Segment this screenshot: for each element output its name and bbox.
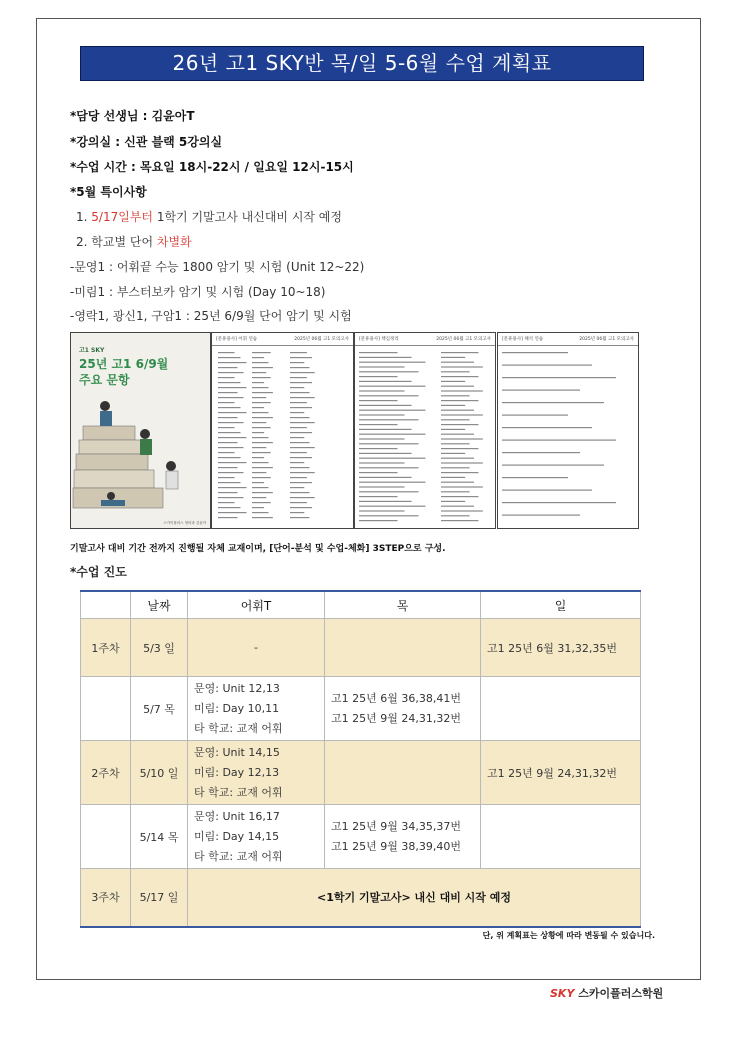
text-line-mark [290, 457, 312, 458]
text-line-mark [218, 382, 241, 383]
text-line-mark [290, 467, 310, 468]
teacher-line: *담당 선생님 : 김윤아T [70, 109, 195, 123]
text-line-mark [252, 362, 269, 363]
text-line-mark [218, 417, 238, 418]
text-line-mark [441, 429, 465, 430]
text-line-mark [290, 357, 312, 358]
week-cell [81, 677, 131, 741]
text-line-mark [502, 477, 568, 478]
text-line-mark [290, 352, 307, 353]
text-line-mark [218, 512, 247, 513]
text-line-mark [252, 422, 266, 423]
sunday-cell [481, 805, 641, 869]
sunday-cell [481, 677, 641, 741]
text-line-mark [290, 427, 307, 428]
text-line-mark [441, 486, 483, 487]
text-line-mark [441, 424, 478, 425]
text-line-mark [359, 424, 398, 425]
key-summary-thumbnail [354, 332, 496, 529]
vocab-line: 미림: Day 14,15 [194, 829, 280, 843]
header-week [81, 591, 131, 619]
text-line-mark [359, 395, 419, 396]
text-line-mark [218, 457, 241, 458]
text-line-mark [441, 362, 474, 363]
text-line-mark [502, 390, 580, 391]
text-line-mark [218, 437, 247, 438]
week-cell: 3주차 [81, 869, 131, 927]
text-line-mark [218, 362, 247, 363]
text-line-mark [218, 447, 244, 448]
special-heading: *5월 특이사항 [70, 185, 147, 199]
translation-practice-header [498, 333, 638, 346]
text-line-mark [359, 405, 412, 406]
text-line-mark [502, 452, 580, 453]
text-line-mark [441, 405, 465, 406]
text-line-mark [359, 453, 412, 454]
text-line-mark [218, 402, 235, 403]
thursday-cell [325, 805, 481, 869]
key-summary-exam: 2025년 06월 고1 모의고사 [436, 337, 491, 342]
text-line-mark [441, 419, 470, 420]
text-line-mark [252, 507, 264, 508]
text-line-mark [359, 491, 419, 492]
vocab-cell [188, 805, 325, 869]
text-line-mark [359, 429, 412, 430]
text-line-mark [441, 410, 474, 411]
text-line-mark [359, 376, 398, 377]
text-line-mark [502, 515, 580, 516]
page-title: 26년 고1 SKY반 목/일 5-6월 수업 계획표 [80, 46, 644, 81]
text-line-mark [441, 467, 470, 468]
cover-footer: 스카이플러스 영어과 김윤아 [163, 521, 206, 525]
text-line-mark [441, 448, 478, 449]
translation-practice-exam: 2025년 06월 고1 모의고사 [579, 337, 634, 342]
text-line-mark [502, 490, 592, 491]
text-line-mark [252, 492, 273, 493]
text-line-mark [359, 386, 426, 387]
text-line-mark [218, 467, 238, 468]
header-thursday: 목 [325, 591, 481, 619]
vocab-line: 타 학교: 교재 어휘 [194, 721, 283, 735]
text-line-mark [290, 432, 312, 433]
week-cell: 1주차 [81, 619, 131, 677]
text-line-mark [290, 377, 307, 378]
text-line-mark [441, 458, 474, 459]
date-cell: 5/7 목 [131, 677, 188, 741]
date-cell: 5/17 일 [131, 869, 188, 927]
text-line-mark [218, 432, 241, 433]
logo-mark: SKY [550, 987, 575, 1000]
text-line-mark [441, 472, 478, 473]
text-line-mark [359, 434, 426, 435]
text-line-mark [359, 414, 405, 415]
text-line-mark [252, 457, 264, 458]
key-summary-title: [문휴용사] 핵심정리 [359, 337, 399, 342]
text-line-mark [359, 352, 398, 353]
text-line-mark [252, 367, 273, 368]
text-line-mark [359, 482, 426, 483]
text-line-mark [218, 427, 235, 428]
text-line-mark [359, 462, 405, 463]
text-line-mark [502, 440, 616, 441]
text-line-mark [290, 497, 315, 498]
text-line-mark [252, 377, 271, 378]
vocab-line: - [254, 640, 258, 654]
text-line-mark [290, 472, 315, 473]
text-line-mark [502, 415, 568, 416]
text-line-mark [252, 497, 266, 498]
school-line-2: -미림1 : 부스터보카 암기 및 시험 (Day 10~18) [70, 285, 326, 299]
cover-line-1: 고1 SKY [79, 347, 105, 354]
text-line-mark [359, 419, 419, 420]
sunday-cell: 고1 25년 6월 31,32,35번 [481, 619, 641, 677]
special-item-2-highlight: 차별화 [156, 235, 192, 249]
vocab-practice-thumbnail [211, 332, 354, 529]
table-row [81, 677, 641, 741]
text-line-mark [359, 501, 412, 502]
text-line-mark [359, 448, 398, 449]
text-line-mark [441, 453, 465, 454]
text-line-mark [218, 357, 241, 358]
vocab-line: 미림: Day 12,13 [194, 765, 280, 779]
text-line-mark [252, 452, 271, 453]
text-line-mark [252, 487, 269, 488]
text-line-mark [218, 397, 244, 398]
text-line-mark [441, 390, 483, 391]
text-line-mark [252, 412, 269, 413]
text-line-mark [252, 442, 273, 443]
text-line-mark [218, 452, 235, 453]
text-line-mark [290, 397, 315, 398]
school-line-3: -영락1, 광신1, 구암1 : 25년 6/9월 단어 암기 및 시험 [70, 309, 352, 323]
week-cell: 2주차 [81, 741, 131, 805]
text-line-mark [359, 458, 426, 459]
text-line-mark [441, 352, 478, 353]
text-line-mark [218, 422, 244, 423]
thursday-line: 고1 25년 9월 34,35,37번 [331, 819, 461, 833]
text-line-mark [359, 472, 398, 473]
text-line-mark [359, 443, 419, 444]
text-line-mark [218, 412, 247, 413]
text-line-mark [359, 510, 405, 511]
text-line-mark [290, 362, 304, 363]
text-line-mark [290, 507, 312, 508]
text-line-mark [252, 372, 266, 373]
exam-prep-notice: <1학기 기말고사> 내신 대비 시작 예정 [188, 869, 641, 927]
vocab-line: 문영: Unit 16,17 [194, 809, 280, 823]
text-line-mark [290, 492, 310, 493]
table-row [81, 741, 641, 805]
text-line-mark [290, 477, 307, 478]
text-line-mark [441, 443, 470, 444]
schedule-header-row [81, 591, 641, 619]
text-line-mark [441, 357, 465, 358]
special-item-1-prefix: 1. [76, 210, 92, 224]
text-line-mark [290, 372, 315, 373]
text-line-mark [441, 371, 470, 372]
book-stack-illustration [71, 388, 210, 518]
textbook-note: 기말고사 대비 기간 전까지 진행될 자체 교재이며, [단어-분석 및 수업-체화] 3STEP으로 구성. [70, 544, 446, 554]
date-cell: 5/14 목 [131, 805, 188, 869]
thursday-cell [325, 741, 481, 805]
text-line-mark [441, 434, 474, 435]
text-line-mark [252, 447, 266, 448]
text-line-mark [359, 486, 405, 487]
text-line-mark [252, 352, 271, 353]
text-line-mark [218, 407, 241, 408]
date-cell: 5/3 일 [131, 619, 188, 677]
text-line-mark [502, 427, 592, 428]
text-line-mark [252, 467, 273, 468]
text-line-mark [290, 462, 304, 463]
vocab-practice-exam: 2025년 06월 고1 모의고사 [294, 337, 349, 342]
text-line-mark [359, 357, 412, 358]
text-line-mark [290, 447, 315, 448]
text-line-mark [359, 477, 412, 478]
text-line-mark [441, 506, 474, 507]
text-line-mark [252, 357, 264, 358]
text-line-mark [290, 442, 310, 443]
text-line-mark [290, 382, 312, 383]
room-line: *강의실 : 신관 블랙 5강의실 [70, 135, 223, 149]
text-line-mark [218, 442, 238, 443]
text-line-mark [252, 472, 266, 473]
text-line-mark [252, 512, 269, 513]
text-line-mark [290, 517, 310, 518]
text-line-mark [502, 402, 604, 403]
text-line-mark [252, 482, 264, 483]
vocab-line: 문영: Unit 12,13 [194, 681, 280, 695]
text-line-mark [359, 520, 398, 521]
table-row [81, 805, 641, 869]
translation-lines [498, 346, 638, 526]
text-line-mark [502, 502, 616, 503]
text-line-mark [441, 438, 483, 439]
vocab-cell [188, 677, 325, 741]
text-line-mark [218, 387, 247, 388]
text-line-mark [441, 515, 470, 516]
text-line-mark [252, 462, 269, 463]
text-line-mark [218, 477, 235, 478]
thursday-cell [325, 677, 481, 741]
logo-name: 스카이플러스학원 [578, 987, 664, 1000]
text-line-mark [252, 432, 264, 433]
text-line-mark [218, 507, 241, 508]
text-line-mark [290, 417, 310, 418]
text-line-mark [218, 497, 244, 498]
vocab-line: 문영: Unit 14,15 [194, 745, 280, 759]
text-line-mark [218, 502, 235, 503]
text-line-mark [441, 491, 470, 492]
text-line-mark [359, 390, 405, 391]
disclaimer: 단, 위 계획표는 상황에 따라 변동될 수 있습니다. [482, 931, 655, 940]
text-line-mark [359, 438, 405, 439]
school-line-1: -문영1 : 어휘끝 수능 1800 암기 및 시험 (Unit 12~22) [70, 260, 365, 274]
translation-practice-title: [문휴용사] 해석 연습 [502, 337, 544, 342]
week-cell [81, 805, 131, 869]
text-line-mark [290, 512, 304, 513]
text-line-mark [252, 407, 264, 408]
text-line-mark [252, 382, 264, 383]
text-line-mark [218, 367, 238, 368]
text-line-mark [441, 496, 478, 497]
text-line-mark [252, 437, 269, 438]
date-cell: 5/10 일 [131, 741, 188, 805]
time-line: *수업 시간 : 목요일 18시-22시 / 일요일 12시-15시 [70, 160, 354, 174]
text-line-mark [359, 381, 412, 382]
text-line-mark [252, 417, 273, 418]
text-line-mark [290, 422, 315, 423]
text-line-mark [359, 366, 405, 367]
text-line-mark [290, 392, 310, 393]
special-item-1-rest: 1학기 기말고사 내신대비 시작 예정 [153, 210, 342, 224]
schedule-table [80, 590, 641, 928]
header-sunday: 일 [481, 591, 641, 619]
text-line-mark [359, 506, 426, 507]
text-line-mark [290, 407, 312, 408]
text-line-mark [290, 402, 307, 403]
cover-line-2: 25년 고1 6/9월 [79, 357, 169, 371]
text-line-mark [290, 452, 307, 453]
vocab-cell [188, 741, 325, 805]
text-line-mark [359, 467, 419, 468]
text-line-mark [441, 482, 474, 483]
text-line-mark [441, 395, 470, 396]
thursday-line: 고1 25년 6월 36,38,41번 [331, 691, 461, 705]
key-summary-header [355, 333, 495, 346]
special-item-2-prefix: 2. 학교별 단어 [76, 235, 157, 249]
text-line-mark [252, 502, 271, 503]
special-item-2 [76, 233, 192, 250]
text-line-mark [359, 496, 398, 497]
text-line-mark [441, 400, 478, 401]
vocab-practice-header [212, 333, 353, 346]
annotated-text-lines [355, 346, 495, 526]
text-line-mark [441, 376, 478, 377]
thursday-line: 고1 25년 9월 38,39,40번 [331, 839, 461, 853]
text-line-mark [252, 392, 273, 393]
vocab-list-lines [212, 346, 353, 526]
text-line-mark [359, 400, 398, 401]
header-vocab: 어휘T [188, 591, 325, 619]
text-line-mark [218, 472, 244, 473]
text-line-mark [218, 377, 235, 378]
text-line-mark [441, 386, 474, 387]
text-line-mark [441, 462, 483, 463]
text-line-mark [502, 365, 592, 366]
text-line-mark [502, 377, 616, 378]
vocab-line: 미림: Day 10,11 [194, 701, 280, 715]
text-line-mark [218, 482, 241, 483]
text-line-mark [290, 387, 304, 388]
table-row [81, 619, 641, 677]
text-line-mark [218, 487, 247, 488]
text-line-mark [290, 412, 304, 413]
cover-line-3: 주요 문항 [79, 373, 130, 387]
special-item-1 [76, 208, 342, 225]
special-item-1-highlight: 5/17일부터 [91, 210, 153, 224]
text-line-mark [441, 414, 483, 415]
vocab-practice-title: [문휴용사] 어휘 연습 [216, 337, 258, 342]
thursday-line: 고1 25년 9월 24,31,32번 [331, 711, 461, 725]
text-line-mark [502, 465, 604, 466]
text-line-mark [252, 387, 269, 388]
text-line-mark [359, 371, 419, 372]
text-line-mark [290, 437, 304, 438]
header-date: 날짜 [131, 591, 188, 619]
text-line-mark [218, 517, 238, 518]
table-row-final [81, 869, 641, 927]
text-line-mark [290, 482, 312, 483]
text-line-mark [441, 366, 483, 367]
vocab-line: 타 학교: 교재 어휘 [194, 785, 283, 799]
text-line-mark [441, 520, 478, 521]
text-line-mark [441, 381, 465, 382]
text-line-mark [252, 427, 271, 428]
progress-heading: *수업 진도 [70, 565, 127, 579]
text-line-mark [218, 352, 235, 353]
vocab-line: 타 학교: 교재 어휘 [194, 849, 283, 863]
text-line-mark [218, 462, 247, 463]
text-line-mark [290, 487, 304, 488]
text-line-mark [441, 510, 483, 511]
text-line-mark [441, 477, 465, 478]
text-line-mark [218, 372, 244, 373]
text-line-mark [252, 477, 271, 478]
text-line-mark [359, 515, 419, 516]
text-line-mark [502, 352, 568, 353]
text-line-mark [252, 402, 271, 403]
text-line-mark [252, 397, 266, 398]
text-line-mark [252, 517, 273, 518]
text-line-mark [218, 492, 238, 493]
cover-thumbnail [70, 332, 211, 529]
text-line-mark [218, 392, 238, 393]
text-line-mark [290, 367, 310, 368]
translation-practice-thumbnail [497, 332, 639, 529]
text-line-mark [441, 501, 465, 502]
text-line-mark [290, 502, 307, 503]
text-line-mark [359, 410, 426, 411]
vocab-cell [188, 619, 325, 677]
text-line-mark [359, 362, 426, 363]
thursday-cell [325, 619, 481, 677]
sunday-cell: 고1 25년 9월 24,31,32번 [481, 741, 641, 805]
academy-logo [550, 985, 663, 1001]
